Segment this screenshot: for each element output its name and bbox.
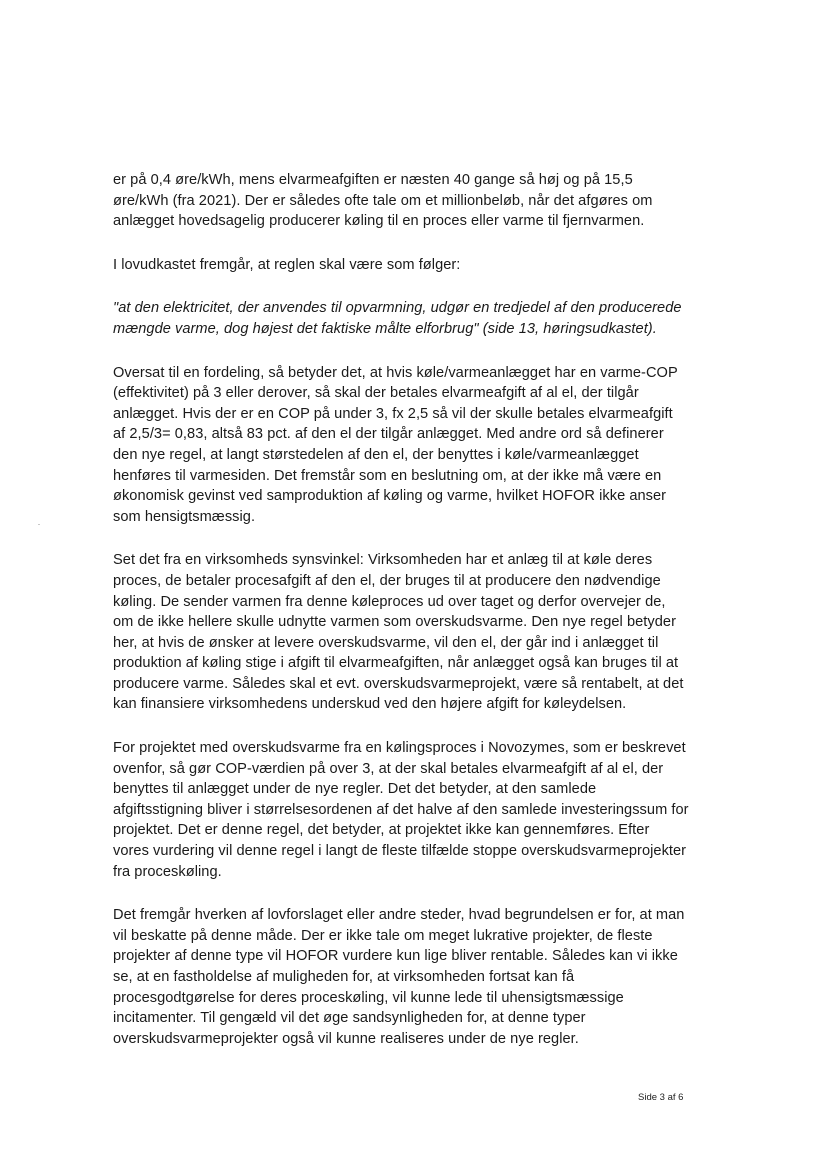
text-line: producere varme. Således skal et evt. overskudsvarmeprojekt, være så rentabelt, at det: [113, 675, 684, 692]
text-line: vil beskatte på denne måde. Der er ikke tale om meget lukrative projekter, de fleste: [113, 927, 653, 944]
paragraph-company-perspective: [113, 550, 713, 715]
text-line: køling. De sender varmen fra denne køleproces ud over taget og derfor overvejer de,: [113, 593, 666, 610]
text-line: den nye regel, at langt størstedelen af den el, der benyttes i køle/varmeanlægget: [113, 446, 639, 463]
text-line: Det fremgår hverken af lovforslaget eller andre steder, hvad begrundelsen er for, at man: [113, 907, 685, 924]
body-text: [113, 170, 713, 1072]
text-line: I lovudkastet fremgår, at reglen skal være som følger:: [113, 256, 461, 273]
text-line: anlægget hovedsagelig producerer køling til en proces eller varme til fjernvarmen.: [113, 213, 645, 230]
text-line: benyttes til anlægget under de nye regler. Det det betyder, at den samlede: [113, 781, 597, 798]
paragraph-quote: [113, 298, 713, 339]
paragraph-draft-rule-intro: [113, 255, 713, 276]
text-line: procesgodtgørelse for deres proceskøling, vil kunne lede til uhensigtsmæssige: [113, 989, 624, 1006]
text-line: Oversat til en fordeling, så betyder det, at hvis køle/varmeanlægget har en varme-COP: [113, 364, 678, 381]
text-line: øre/kWh (fra 2021). Der er således ofte tale om et millionbeløb, når det afgøres om: [113, 192, 653, 209]
text-line: Set det fra en virksomheds synsvinkel: Virksomheden har et anlæg til at køle deres: [113, 552, 653, 569]
text-line: (effektivitet) på 3 eller derover, så skal der betales elvarmeafgift af al el, der tilgår: [113, 385, 639, 402]
text-line: henføres til varmesiden. Det fremstår som en beslutning om, at der ikke må være en: [113, 467, 662, 484]
text-line: afgiftsstigning bliver i størrelsesordenen af det halve af den samlede investeringssum for: [113, 801, 689, 818]
text-line: af 2,5/3= 0,83, altså 83 pct. af den el der tilgår anlægget. Med andre ord så definerer: [113, 426, 664, 443]
text-line: projekter af denne type vil HOFOR vurdere kun lige bliver rentable. Således kan vi ikke: [113, 948, 678, 965]
text-line: ovenfor, så gør COP-værdien på over 3, at der skal betales elvarmeafgift af al el, der: [113, 760, 664, 777]
text-line: proces, de betaler procesafgift af den el, der bruges til at producere den nødvendige: [113, 572, 661, 589]
scan-speck: [38, 524, 40, 525]
text-line: For projektet med overskudsvarme fra en kølingsproces i Novozymes, som er beskrevet: [113, 740, 686, 757]
text-line: overskudsvarmeprojekter også vil kunne realiseres under de nye regler.: [113, 1030, 579, 1047]
text-line: her, at hvis de ønsker at levere overskudsvarme, vil den el, der går ind i anlægget til: [113, 634, 659, 651]
paragraph-cop-explanation: [113, 363, 713, 528]
text-line: incitamenter. Til gengæld vil det øge sandsynligheden for, at denne typer: [113, 1010, 586, 1027]
text-line: produktion af køling stige i afgift til elvarmeafgiften, når anlægget også kan bruges til at: [113, 655, 679, 672]
text-line: anlægget. Hvis der er en COP på under 3, fx 2,5 så vil der skulle betales elvarmeafgift: [113, 405, 673, 422]
text-line: fra proceskøling.: [113, 863, 222, 880]
paragraph-justification: [113, 905, 713, 1049]
page-number: Side 3 af 6: [638, 1092, 684, 1103]
text-line: om de ikke hellere skulle udnytte varmen som overskudsvarme. Den nye regel betyder: [113, 614, 676, 631]
paragraph-tax-comparison: [113, 170, 713, 232]
text-line: er på 0,4 øre/kWh, mens elvarmeafgiften er næsten 40 gange så høj og på 15,5: [113, 172, 633, 188]
text-line: se, at en fastholdelse af muligheden for, at virksomheden fortsat kan få: [113, 969, 575, 985]
text-line: projektet. Det er denne regel, det betyder, at projektet ikke kan gennemføres. Efter: [113, 822, 650, 839]
text-line: som hensigtsmæssig.: [113, 508, 256, 525]
text-line: "at den elektricitet, der anvendes til opvarmning, udgør en tredjedel af den producerede: [113, 300, 682, 317]
text-line: økonomisk gevinst ved samproduktion af køling og varme, hvilket HOFOR ikke anser: [113, 488, 667, 505]
text-line: kan finansiere virksomhedens underskud ved den højere afgift for køleydelsen.: [113, 696, 627, 713]
text-line: mængde varme, dog højest det faktiske målte elforbrug" (side 13, høringsudkastet).: [113, 320, 657, 337]
paragraph-novozymes-project: [113, 738, 713, 882]
text-line: vores vurdering vil denne regel i langt de fleste tilfælde stoppe overskudsvarmeprojekter: [113, 843, 687, 860]
